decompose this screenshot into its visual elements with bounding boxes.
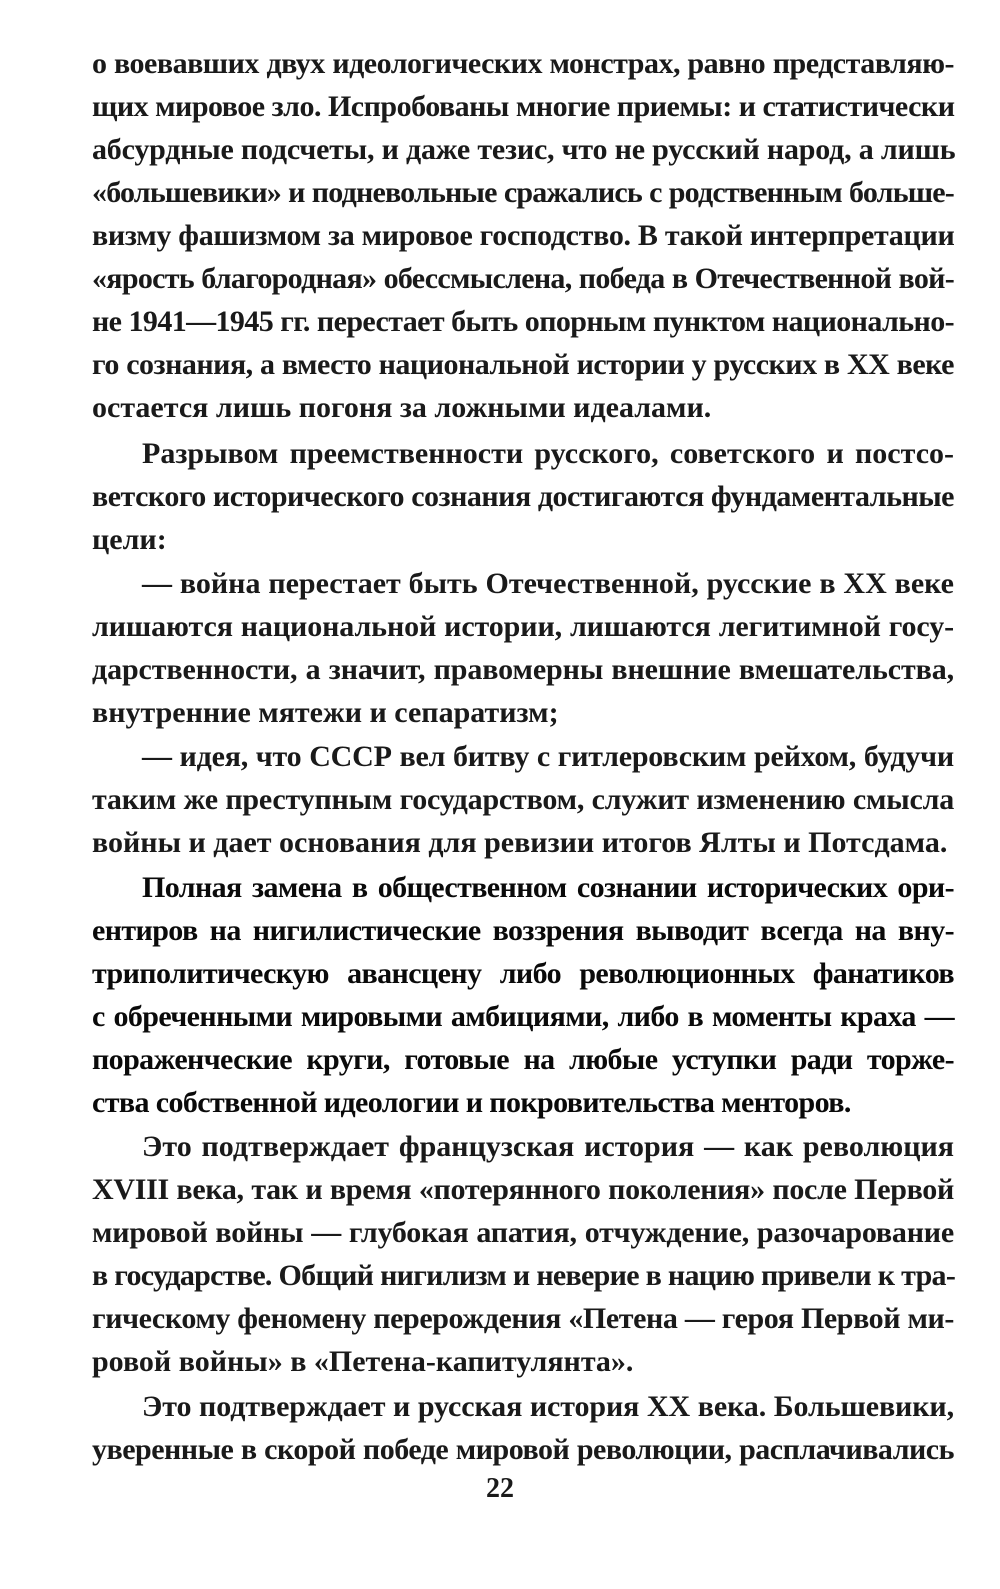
bold-text-line: Полная замена в общественном сознании исторических ори- [142,871,954,904]
bold-text-line: триполитическую авансцену либо революционных фанатиков [92,957,954,990]
bold-text-line: пораженческие круги, готовые на любые уступки ради торже- [92,1043,954,1076]
text-line: дарственности, а значит, правомерны внешние вмешательства, [92,653,954,686]
text-line: абсурдные подсчеты, и даже тезис, что не русский народ, а лишь [92,133,956,166]
text-line: Это подтверждает французская история — как революция [142,1130,954,1163]
text-line: войны и дает основания для ревизии итогов Ялты и Потсдама. [92,826,948,859]
text-line: «ярость благородная» обессмыслена, победа в Отечественной вой- [92,262,954,295]
text-line: визму фашизмом за мировое господство. В такой интерпретации [92,219,955,252]
bold-text-line: ства собственной идеологии и покровительства менторов. [92,1086,851,1119]
bold-text-line: с обреченными мировыми амбициями, либо в моменты краха — [92,1000,954,1033]
text-line: таким же преступным государством, служит изменению смысла [92,783,954,816]
text-line: цели: [92,523,167,556]
text-line: о воевавших двух идеологических монстрах, равно представляю- [92,47,954,80]
text-line: XVIII века, так и время «потерянного поколения» после Первой [92,1173,954,1206]
text-line: щих мировое зло. Испробованы многие приемы: и статистически [92,90,955,123]
text-line: уверенные в скорой победе мировой революции, расплачивались [92,1433,954,1466]
bold-text-line: ентиров на нигилистические воззрения выводит всегда на вну- [92,914,954,947]
text-line: гическому феномену перерождения «Петена — героя Первой ми- [92,1302,954,1335]
text-line: ветского исторического сознания достигаются фундаментальные [92,480,954,513]
text-line: — война перестает быть Отечественной, русские в XX веке [142,567,954,600]
text-line: внутренние мятежи и сепаратизм; [92,696,559,729]
text-line: Это подтверждает и русская история XX века. Большевики, [142,1390,954,1423]
text-line: остается лишь погоня за ложными идеалами. [92,391,712,424]
text-line: го сознания, а вместо национальной истории у русских в XX веке [92,348,954,381]
text-line: лишаются национальной истории, лишаются легитимной госу- [92,610,954,643]
text-line: ровой войны» в «Петена-капитулянта». [92,1345,634,1378]
text-line: в государстве. Общий нигилизм и неверие в нацию привели к тра- [92,1259,956,1292]
text-line: Разрывом преемственности русского, советского и постсо- [142,437,954,470]
text-line: «большевики» и подневольные сражались с родственным больше- [92,176,954,209]
text-line: не 1941—1945 гг. перестает быть опорным пунктом национально- [92,305,954,338]
text-line: — идея, что СССР вел битву с гитлеровским рейхом, будучи [142,740,954,773]
page-number: 22 [486,1473,514,1504]
book-page [92,44,954,1504]
text-line: мировой войны — глубокая апатия, отчуждение, разочарование [92,1216,954,1249]
